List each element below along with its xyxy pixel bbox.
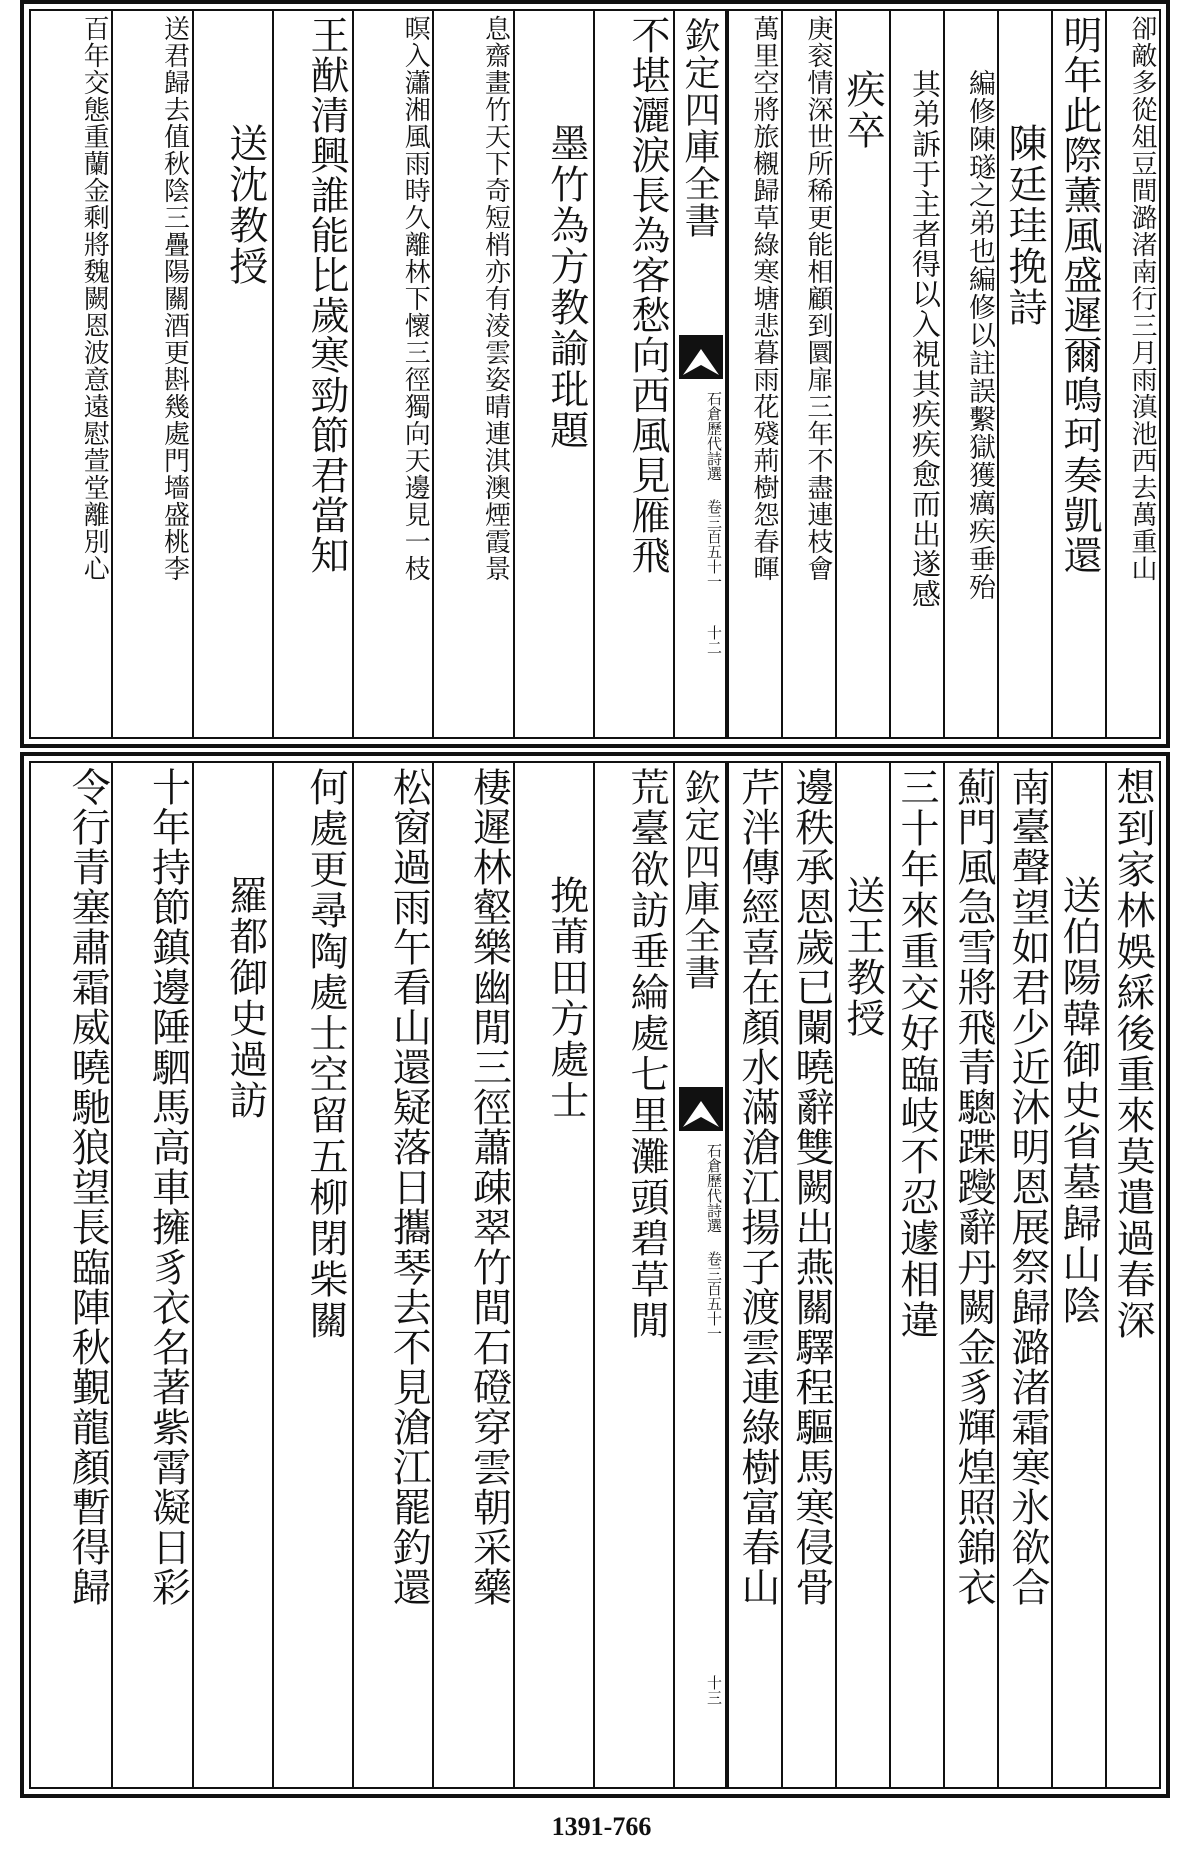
text-column [513,763,593,1787]
banner-volume: 石倉歷代詩選 卷三百五十一 [705,391,723,589]
column-text: 十年持節鎮邊陲駟馬高車擁豸衣名著紫霄凝日彩 [145,767,191,1607]
column-text: 送君歸去值秋陰三疊陽關酒更斟幾處門墻盛桃李 [159,15,190,582]
text-column [432,763,512,1787]
column-text: 想到家林娛綵後重來莫遣過春深 [1110,767,1155,1341]
page-number-footer: 1391-766 [551,1812,652,1841]
column-text: 不堪灑淚長為客愁向西風見雁飛 [625,15,670,575]
bottom-page [20,752,1170,1798]
column-text: 羅都御史過訪 [222,875,268,1121]
fishtail-mark-icon [679,335,723,379]
column-text: 挽莆田方處士 [543,875,589,1121]
text-column [272,763,352,1787]
column-text: 編修陳璲之弟也編修以註誤繫獄獲癘疾垂殆 [964,69,995,601]
text-column [192,11,272,737]
text-column [192,763,272,1787]
text-column [997,763,1051,1787]
column-text: 三十年來重交好臨岐不忍遽相違 [894,767,939,1341]
fold-banner [673,763,727,1787]
column-text: 息齋畫竹天下奇短梢亦有淩雲姿晴連淇澳煙霞景 [480,15,511,582]
banner-title: 欽定四庫全書 [679,769,720,991]
top-page [20,0,1170,748]
text-column [1051,763,1105,1787]
column-text: 墨竹為方教諭玭題 [543,123,589,451]
text-column [997,11,1051,737]
text-column [111,11,191,737]
column-text: 萬里空將旅櫬歸草綠寒塘悲暮雨花殘荊樹怨春暉 [749,15,779,582]
column-text: 南臺聲望如君少近沐明恩展祭歸潞渚霜寒氷欲合 [1005,767,1050,1607]
column-text: 王猷清興誰能比歲寒勁節君當知 [304,15,349,575]
banner-title: 欽定四庫全書 [679,17,720,239]
text-column [352,763,432,1787]
text-column [1051,11,1105,737]
text-column [272,11,352,737]
text-column [31,11,111,737]
column-text: 松窗過雨午看山還疑落日攜琴去不見滄江罷釣還 [386,767,432,1607]
column-text: 明年此際薰風盛遲爾鳴珂奏凱還 [1057,15,1102,575]
column-text: 荒臺欲訪垂綸處七里灘頭碧草閒 [624,767,669,1341]
text-column [835,763,889,1787]
text-column [781,11,835,737]
text-column [727,11,781,737]
column-text: 何處更尋陶處士空留五柳閉柴關 [303,767,348,1341]
bottom-page-frame [29,761,1161,1789]
top-page-frame [29,9,1161,739]
text-column [352,11,432,737]
text-column [31,763,111,1787]
column-text: 令行青塞肅霜威曉馳狼望長臨陣秋覲龍顏暫得歸 [65,767,111,1607]
column-text: 芹泮傳經喜在顏水滿滄江揚子渡雲連綠樹富春山 [735,767,780,1607]
column-text: 薊門風急雪將飛青驄蹀躞辭丹闕金豸輝煌照錦衣 [951,767,996,1607]
column-text: 送伯陽韓御史省墓歸山陰 [1056,875,1101,1326]
text-column [943,11,997,737]
column-text: 送沈教授 [222,123,268,287]
column-text: 送王教授 [840,875,885,1039]
column-text: 陳廷珪挽詩 [1002,123,1047,328]
text-column [1105,11,1159,737]
banner-leaf-number: 十三 [705,1675,723,1705]
column-text: 棲遲林壑樂幽閒三徑蕭疎翠竹間石磴穿雲朝采藥 [466,767,512,1607]
fold-banner [673,11,727,737]
text-column [111,763,191,1787]
text-column [432,11,512,737]
column-text: 邊秩承恩歲已闌曉辭雙闕出燕關驛程驅馬寒侵骨 [789,767,834,1607]
column-text: 暝入瀟湘風雨時久離林下懷三徑獨向天邊見一枝 [400,15,431,582]
column-text: 其弟訴于主者得以入視其疾疾愈而出遂感 [908,69,942,609]
text-column [513,11,593,737]
fishtail-mark-icon [679,1087,723,1131]
text-column [835,11,889,737]
text-column [593,11,673,737]
text-column [727,763,781,1787]
banner-leaf-number: 十二 [705,625,723,655]
column-text: 卻敵多從俎豆間潞渚南行三月雨滇池西去萬重山 [1127,15,1157,582]
column-text: 百年交態重蘭金剩將魏闕恩波意遠慰萱堂離別心 [79,15,110,582]
text-column [593,763,673,1787]
text-column [889,11,943,737]
banner-volume: 石倉歷代詩選 卷三百五十一 [705,1143,723,1341]
column-text: 疾卒 [840,69,885,151]
text-column [943,763,997,1787]
text-column [781,763,835,1787]
text-column [889,763,943,1787]
column-text: 庚衮情深世所稀更能相顧到圜扉三年不盡連枝會 [803,15,833,582]
text-column [1105,763,1159,1787]
